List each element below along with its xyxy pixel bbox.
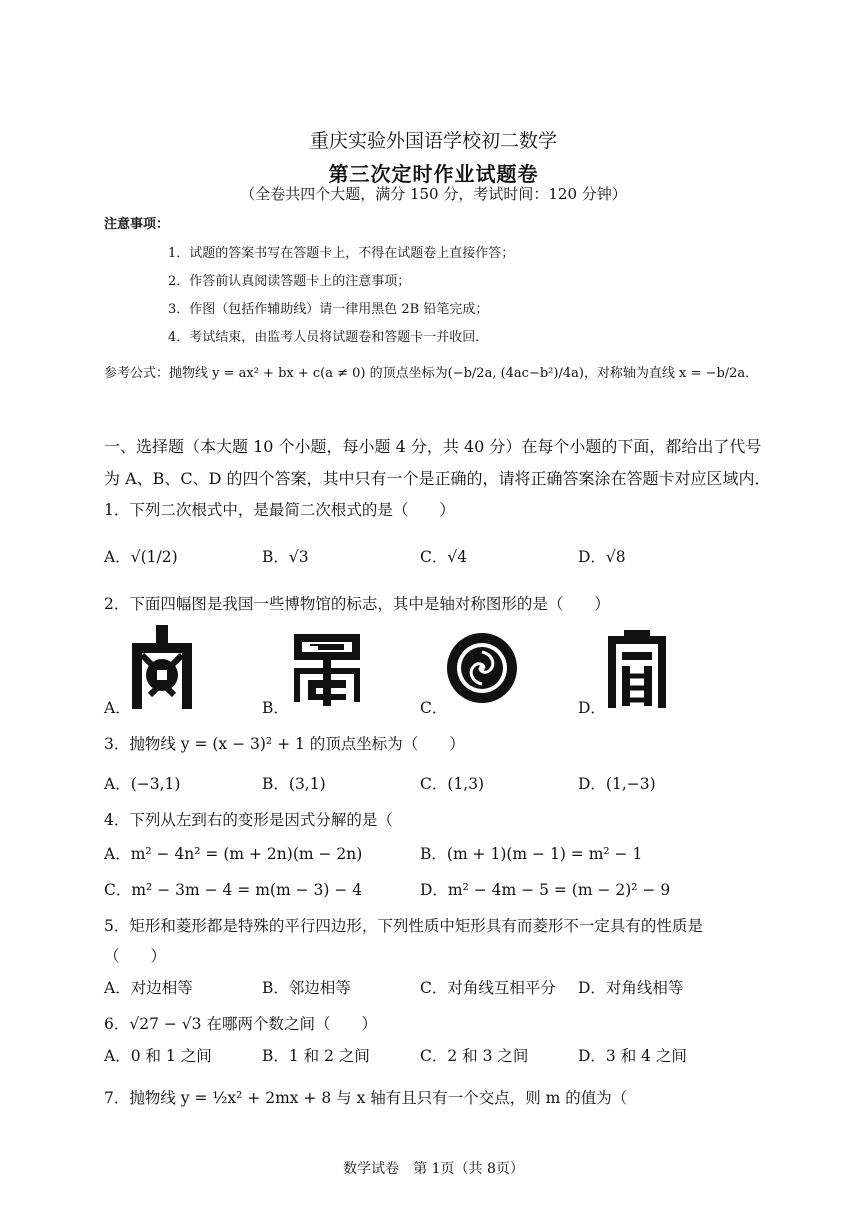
option-d: D． [578,699,606,717]
option-c: C．m² − 3m − 4 = m(m − 3) − 4 [104,881,363,899]
exam-info: （全卷共四个大题，满分 150 分，考试时间：120 分钟） [240,185,627,203]
notice-item: 1．试题的答案书写在答题卡上，不得在试题卷上直接作答； [168,246,515,261]
option-c: C．对角线互相平分 [420,979,556,997]
option-a: A．√(1/2) [104,548,178,566]
option-a: A． [104,699,131,717]
option-d: D．√8 [578,548,626,566]
option-d: D．3 和 4 之间 [578,1047,687,1065]
option-b: B．(3,1) [262,775,326,793]
option-a: A．(−3,1) [104,775,181,793]
school-title: 重庆实验外国语学校初二数学 [309,130,557,152]
option-b: B． [262,699,289,717]
museum-logo-c-icon [446,632,518,704]
option-b: B．√3 [262,548,309,566]
question-stem: 4．下列从左到右的变形是因式分解的是（ [104,811,393,829]
section-heading: 一、选择题（本大题 10 个小题，每小题 4 分，共 40 分）在每个小题的下面，都给出了代号 [104,437,762,456]
option-b: B．(m + 1)(m − 1) = m² − 1 [420,845,643,863]
option-b: B．邻边相等 [262,979,351,997]
option-a: A．对边相等 [104,979,193,997]
museum-logo-a-icon [128,625,196,709]
section-instructions: 为 A、B、C、D 的四个答案，其中只有一个是正确的，请将正确答案涂在答题卡对应区域内． [104,469,771,488]
option-c: C．√4 [420,548,468,566]
option-c: C．(1,3) [420,775,485,793]
notice-item: 3．作图（包括作辅助线）请一律用黑色 2B 铅笔完成； [168,302,489,317]
question-stem: 3．抛物线 y = (x − 3)² + 1 的顶点坐标为（ ） [104,735,465,753]
museum-logo-d-icon [606,630,668,708]
option-b: B．1 和 2 之间 [262,1047,370,1065]
option-d: D．m² − 4m − 5 = (m − 2)² − 9 [420,881,671,899]
notice-item: 2．作答前认真阅读答题卡上的注意事项； [168,274,411,289]
reference-formula: 参考公式：抛物线 y = ax² + bx + c(a ≠ 0) 的顶点坐标为(−b/2a, (4ac−b²)/4a)，对称轴为直线 x = −b/2a． [104,366,759,381]
page-footer: 数学试卷 第 1页（共 8页） [343,1161,524,1177]
option-d: D．对角线相等 [578,979,684,997]
option-c: C．2 和 3 之间 [420,1047,529,1065]
question-stem: 1．下列二次根式中，是最简二次根式的是（ ） [104,501,455,519]
notice-item: 4．考试结束，由监考人员将试题卷和答题卡一并收回． [168,330,489,345]
option-a: A．0 和 1 之间 [104,1047,212,1065]
notice-heading: 注意事项： [104,217,170,232]
museum-logo-b-icon [290,630,364,706]
question-stem-continued: （ ） [104,947,167,965]
option-a: A．m² − 4n² = (m + 2n)(m − 2n) [104,845,363,863]
option-d: D．(1,−3) [578,775,656,793]
question-stem: 5．矩形和菱形都是特殊的平行四边形，下列性质中矩形具有而菱形不一定具有的性质是 [104,917,703,935]
option-c: C． [420,699,448,717]
exam-title: 第三次定时作业试题卷 [328,162,539,186]
question-stem: 2．下面四幅图是我国一些博物馆的标志，其中是轴对称图形的是（ ） [104,595,610,613]
question-stem: 7．抛物线 y = ½x² + 2mx + 8 与 x 轴有且只有一个交点，则 m 的值为（ [104,1089,628,1107]
question-stem: 6．√27 − √3 在哪两个数之间（ ） [104,1015,377,1033]
